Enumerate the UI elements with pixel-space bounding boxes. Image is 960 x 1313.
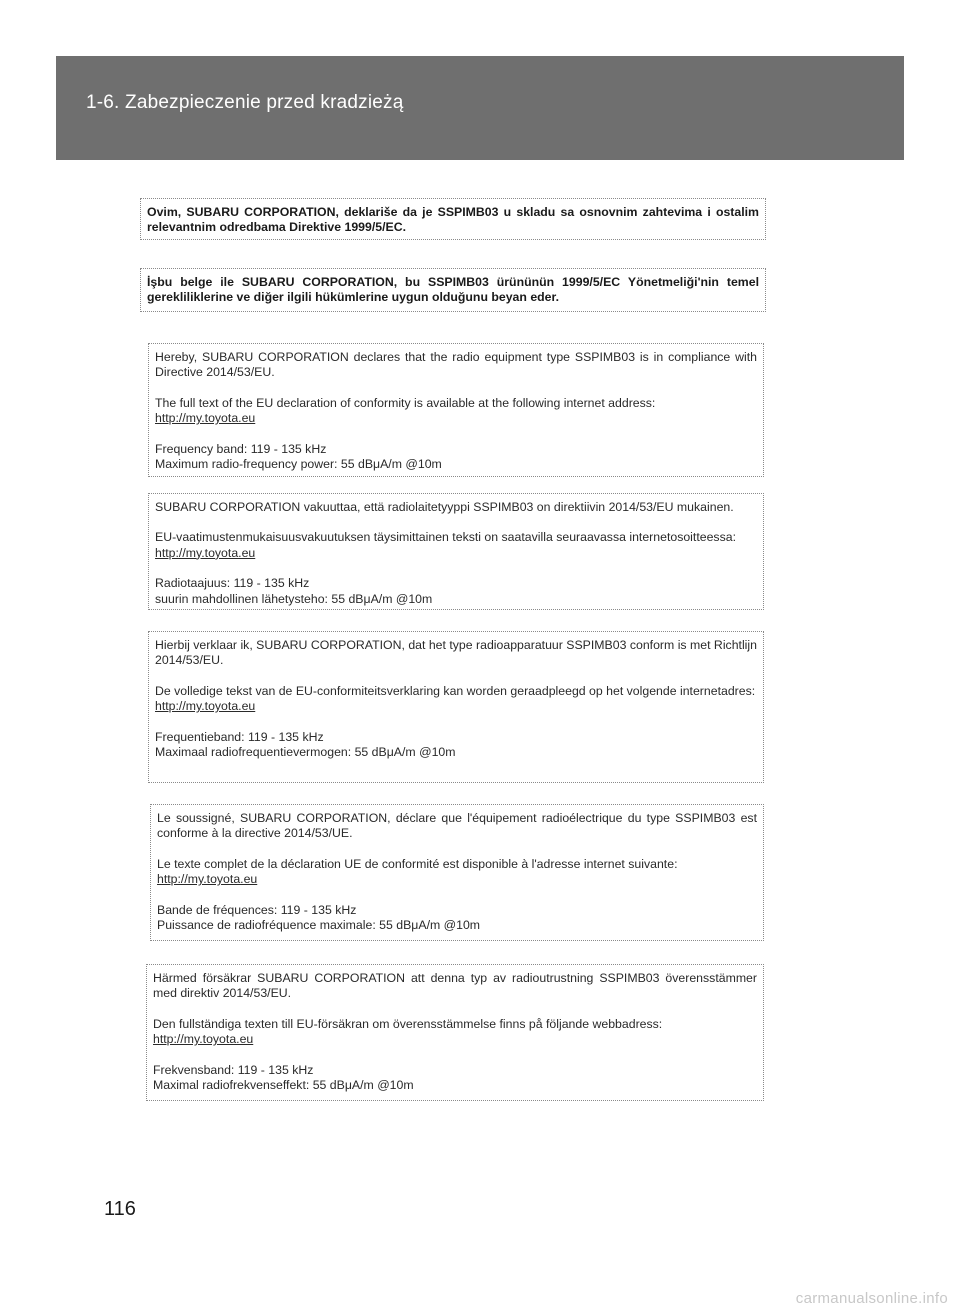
availability-text: The full text of the EU declaration of conformity is available at the following internet address: bbox=[155, 395, 656, 410]
declaration-text: Härmed försäkrar SUBARU CORPORATION att denna typ av radioutrustning SSPIMB03 överensstämmer med direktiv 2014/53/EU. bbox=[153, 971, 757, 1001]
declaration-turkish bbox=[140, 268, 766, 312]
declaration-text: Le soussigné, SUBARU CORPORATION, déclare que l'équipement radioélectrique du type SSPIMB03 est conforme à la directive 2014/53/UE. bbox=[157, 811, 757, 841]
frequency-band: Frequentieband: 119 - 135 kHz bbox=[155, 729, 324, 744]
declaration-text: İşbu belge ile SUBARU CORPORATION, bu SSPIMB03 ürününün 1999/5/EC Yönetmeliği'nin temel gerekliliklerine ve diğer ilgili hükümlerine uygun olduğunu beyan eder. bbox=[147, 275, 759, 305]
conformity-link[interactable]: http://my.toyota.eu bbox=[153, 1032, 254, 1047]
max-power: Maximum radio-frequency power: 55 dBμA/m @10m bbox=[155, 457, 442, 472]
availability-text: Den fullständiga texten till EU-försäkran om överensstämmelse finns på följande webbadress: bbox=[153, 1016, 663, 1031]
availability-text: Le texte complet de la déclaration UE de conformité est disponible à l'adresse internet suivante: bbox=[157, 856, 678, 871]
declaration-swedish bbox=[146, 964, 764, 1101]
declaration-text: SUBARU CORPORATION vakuuttaa, että radiolaitetyyppi SSPIMB03 on direktiivin 2014/53/EU mukainen. bbox=[155, 500, 734, 514]
availability-text: EU-vaatimustenmukaisuusvakuutuksen täysimittainen teksti on saatavilla seuraavassa internetosoitteessa: bbox=[155, 530, 736, 545]
max-power: Maximaal radiofrequentievermogen: 55 dBμA/m @10m bbox=[155, 745, 456, 760]
frequency-band: Radiotaajuus: 119 - 135 kHz bbox=[155, 576, 310, 591]
section-title: 1-6. Zabezpieczenie przed kradzieżą bbox=[86, 92, 404, 113]
conformity-link[interactable]: http://my.toyota.eu bbox=[155, 411, 256, 426]
declaration-french bbox=[150, 804, 764, 941]
conformity-link[interactable]: http://my.toyota.eu bbox=[155, 545, 256, 560]
declaration-finnish bbox=[148, 493, 764, 610]
watermark: carmanualsonline.info bbox=[795, 1290, 948, 1307]
availability-text: De volledige tekst van de EU-conformiteitsverklaring kan worden geraadpleegd op het volgende internetadres: bbox=[155, 683, 756, 698]
declaration-english bbox=[148, 343, 764, 477]
conformity-link[interactable]: http://my.toyota.eu bbox=[157, 872, 258, 887]
max-power: Maximal radiofrekvenseffekt: 55 dBμA/m @10m bbox=[153, 1078, 414, 1093]
frequency-band: Frequency band: 119 - 135 kHz bbox=[155, 441, 327, 456]
max-power: suurin mahdollinen lähetysteho: 55 dBμA/m @10m bbox=[155, 591, 433, 606]
declaration-text: Ovim, SUBARU CORPORATION, deklariše da je SSPIMB03 u skladu sa osnovnim zahtevima i ostalim relevantnim odredbama Direktive 1999/5/EC. bbox=[147, 205, 759, 235]
max-power: Puissance de radiofréquence maximale: 55 dBμA/m @10m bbox=[157, 918, 481, 933]
declaration-text: Hierbij verklaar ik, SUBARU CORPORATION, dat het type radioapparatuur SSPIMB03 conform is met Richtlijn 2014/53/EU. bbox=[155, 638, 757, 668]
declaration-dutch bbox=[148, 631, 764, 783]
page-number: 116 bbox=[104, 1198, 136, 1220]
section-header bbox=[56, 56, 904, 160]
frequency-band: Bande de fréquences: 119 - 135 kHz bbox=[157, 902, 357, 917]
declaration-text: Hereby, SUBARU CORPORATION declares that the radio equipment type SSPIMB03 is in compliance with Directive 2014/53/EU. bbox=[155, 350, 757, 380]
conformity-link[interactable]: http://my.toyota.eu bbox=[155, 699, 256, 714]
frequency-band: Frekvensband: 119 - 135 kHz bbox=[153, 1062, 314, 1077]
declaration-croatian bbox=[140, 198, 766, 240]
